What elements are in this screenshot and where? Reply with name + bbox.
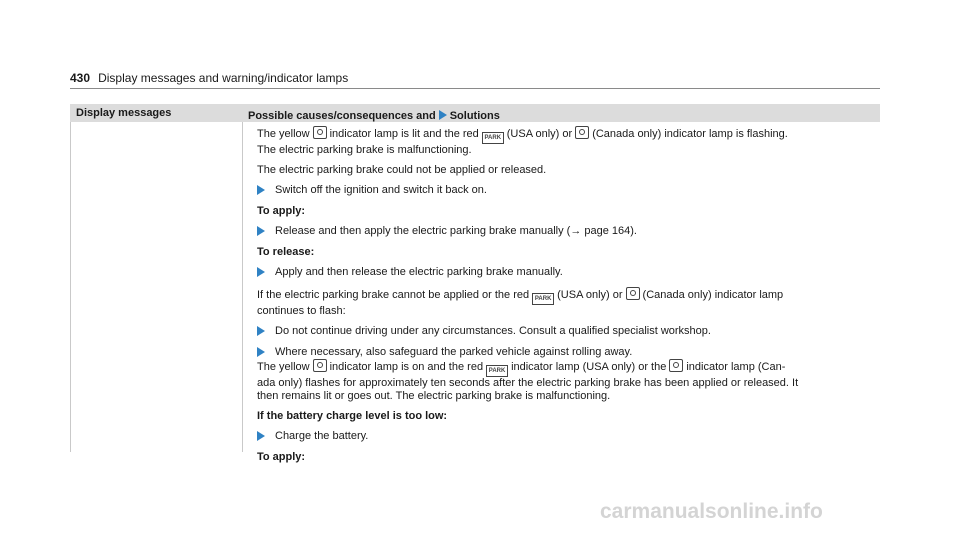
text: (USA only) or <box>557 289 623 301</box>
step-arrow-icon <box>257 267 265 277</box>
heading-battery-low: If the battery charge level is too low: <box>257 410 448 422</box>
text: The yellow <box>257 128 310 140</box>
text: (Canada only) indicator lamp is flashing. <box>592 128 788 140</box>
step-arrow-icon <box>257 185 265 195</box>
step-arrow-icon <box>257 431 265 441</box>
step-text: Where necessary, also safeguard the parked vehicle against rolling away. <box>275 346 633 358</box>
paragraph-not-applied: The electric parking brake could not be applied or released. <box>257 164 547 176</box>
col-header-causes-text: Possible causes/consequences and <box>248 110 436 122</box>
text: (USA only) or <box>506 128 573 140</box>
step-do-not-drive <box>257 325 857 338</box>
step-text: Apply and then release the electric parking brake manually. <box>275 266 563 278</box>
text: indicator lamp (Can- <box>686 361 786 373</box>
text: continues to flash: <box>257 305 346 317</box>
heading-to-apply: To apply: <box>257 205 306 217</box>
page-header <box>70 72 880 89</box>
col-header-causes <box>248 110 500 123</box>
step-text: Do not continue driving under any circumstances. Consult a qualified specialist workshop. <box>275 325 711 337</box>
step-arrow-icon <box>257 347 265 357</box>
text: The electric parking brake is malfunctioning. <box>257 144 472 156</box>
text: The yellow <box>257 361 310 373</box>
paragraph-malfunction <box>257 359 857 403</box>
step-text: Charge the battery. <box>275 430 369 442</box>
step-text: Release and then apply the electric parking brake manually (→ page 164). <box>275 225 637 237</box>
heading-to-apply-2: To apply: <box>257 451 306 463</box>
step-charge-battery <box>257 430 857 443</box>
step-apply-release <box>257 266 857 279</box>
page-title: Display messages and warning/indicator lamps <box>98 71 349 85</box>
step-text: Switch off the ignition and switch it back on. <box>275 184 487 196</box>
paragraph-lamp-status <box>257 126 857 157</box>
step-switch-off <box>257 184 857 197</box>
parking-brake-icon <box>626 287 640 300</box>
text: ada only) flashes for approximately ten seconds after the electric parking brake has been applied or released. It <box>257 377 799 389</box>
step-arrow-icon <box>257 226 265 236</box>
step-release-apply <box>257 225 857 238</box>
parking-brake-icon <box>575 126 589 139</box>
col-header-display-messages: Display messages <box>76 107 172 119</box>
text: indicator lamp (USA only) or the <box>511 361 667 373</box>
step-safeguard <box>257 346 857 359</box>
page-number: 430 <box>70 71 91 85</box>
park-lamp-icon: PARK <box>482 132 504 144</box>
park-lamp-icon: PARK <box>532 293 554 305</box>
parking-brake-icon <box>313 359 327 372</box>
watermark: carmanualsonline.info <box>600 500 823 523</box>
arrow-right-icon <box>439 110 447 120</box>
col-header-solutions-text: Solutions <box>449 110 500 122</box>
solutions-content <box>257 126 857 471</box>
paragraph-cannot-apply <box>257 287 857 318</box>
heading-to-release: To release: <box>257 246 315 258</box>
table-border-left <box>70 122 71 452</box>
table-header <box>70 104 880 122</box>
parking-brake-icon <box>313 126 327 139</box>
text: If the electric parking brake cannot be applied or the red <box>257 289 530 301</box>
text: (Canada only) indicator lamp <box>642 289 784 301</box>
text: indicator lamp is lit and the red <box>329 128 479 140</box>
park-lamp-icon: PARK <box>486 365 508 377</box>
text: then remains lit or goes out. The electric parking brake is malfunctioning. <box>257 390 611 402</box>
table-column-divider <box>242 122 243 452</box>
text: indicator lamp is on and the red <box>329 361 484 373</box>
parking-brake-icon <box>669 359 683 372</box>
step-arrow-icon <box>257 326 265 336</box>
